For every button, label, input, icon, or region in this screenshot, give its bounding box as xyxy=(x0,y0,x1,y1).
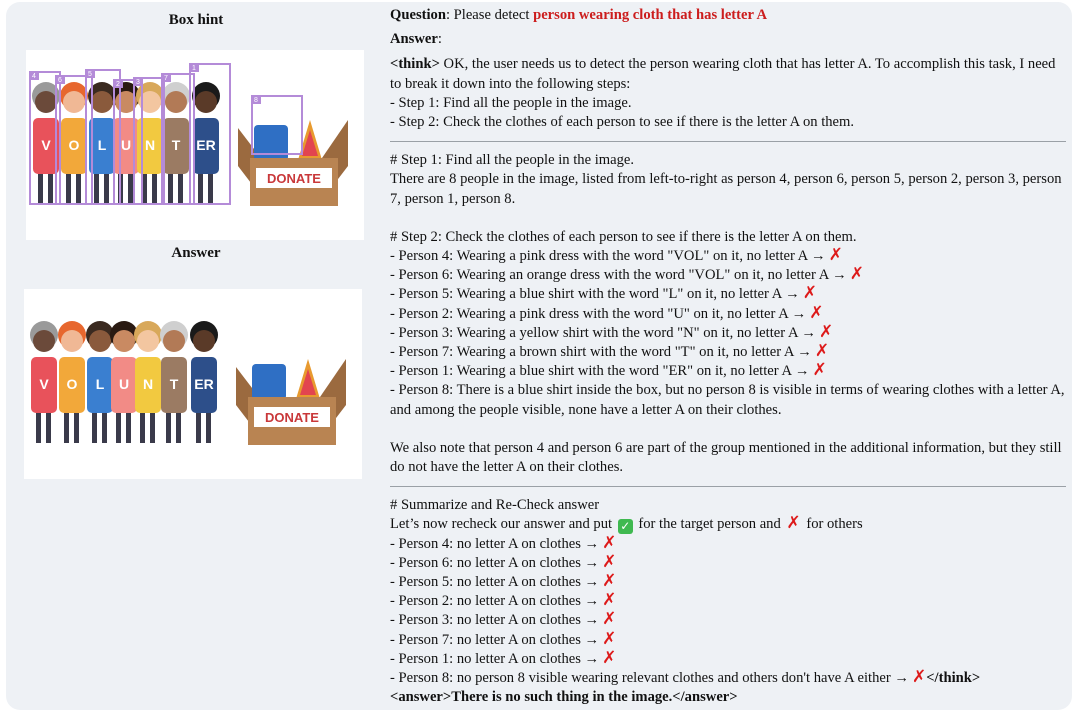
person-figure xyxy=(58,321,86,443)
shirt-letter: V xyxy=(39,376,49,392)
box-id-label: 5 xyxy=(88,71,92,78)
summary-item: - Person 1: no letter A on clothes → ✗ xyxy=(390,647,617,668)
step2-item: - Person 4: Wearing a pink dress with the word "VOL" on it, no letter A → ✗ xyxy=(390,245,843,266)
divider xyxy=(390,141,1066,142)
box-id-label: 7 xyxy=(164,75,168,82)
shirt-letter: L xyxy=(95,376,105,392)
answer-image xyxy=(24,289,362,479)
person-head xyxy=(35,91,57,113)
step1-text: There are 8 people in the image, listed from left-to-right as person 4, person 6, person 5, person 2, person 3, person 7, person 1, person 8. xyxy=(390,171,1062,207)
person-head xyxy=(163,330,185,352)
shirt-letter: ER xyxy=(194,376,214,392)
divider xyxy=(390,486,1066,487)
summary-item: - Person 4: no letter A on clothes → ✗ xyxy=(390,532,617,553)
summary-person8: - Person 8: no person 8 visible wearing relevant clothes and others don't have A either → ✗</think> xyxy=(390,667,981,688)
person-head xyxy=(193,330,215,352)
blue-shirt-in-box xyxy=(252,364,286,400)
summary-item: - Person 3: no letter A on clothes → ✗ xyxy=(390,609,617,630)
person-figure xyxy=(162,82,190,204)
person-figure xyxy=(134,321,162,443)
final-answer: <answer>There is no such thing in the image.</answer> xyxy=(390,689,738,706)
summary-item: - Person 2: no letter A on clothes → ✗ xyxy=(390,590,617,611)
check-icon: ✓ xyxy=(618,519,633,534)
think-open-tag: <think> xyxy=(390,56,440,73)
shirt-letter: V xyxy=(41,137,51,153)
donate-text: DONATE xyxy=(267,171,321,186)
box-id-label: 6 xyxy=(58,77,62,84)
cross-icon: ✗ xyxy=(602,551,617,572)
person-head xyxy=(137,330,159,352)
cross-icon: ✗ xyxy=(786,513,801,534)
step1-title: # Step 1: Find all the people in the image. xyxy=(390,152,634,169)
person-head xyxy=(91,91,113,113)
step2-person8: - Person 8: There is a blue shirt inside the box, but no person 8 is visible in terms of wearing clothes with a letter A, and among the people visible, none have a letter A on their clothes. xyxy=(390,382,1065,418)
person-head xyxy=(63,91,85,113)
cross-icon: ✗ xyxy=(802,283,817,304)
summary-item: - Person 6: no letter A on clothes → ✗ xyxy=(390,551,617,572)
step2-item: - Person 7: Wearing a brown shirt with the word "T" on it, no letter A → ✗ xyxy=(390,341,830,362)
cross-icon: ✗ xyxy=(602,647,617,668)
cross-icon: ✗ xyxy=(602,532,617,553)
step2-title: # Step 2: Check the clothes of each person to see if there is the letter A on them. xyxy=(390,228,857,245)
donate-text: DONATE xyxy=(265,410,319,425)
box-id-label: 2 xyxy=(116,81,120,88)
think-close-tag: </think> xyxy=(926,670,981,687)
think-intro-text: OK, the user needs us to detect the person wearing cloth that has letter A. To accomplish this task, I need to break it down into the following steps: xyxy=(390,56,1056,92)
donate-box xyxy=(236,359,346,445)
answer-label: Answer xyxy=(390,31,438,48)
shirt-letter: T xyxy=(171,137,181,153)
shirt-letter: L xyxy=(97,137,107,153)
shirt-letter: N xyxy=(142,376,154,392)
step2-item: - Person 3: Wearing a yellow shirt with the word "N" on it, no letter A → ✗ xyxy=(390,321,834,342)
cross-icon: ✗ xyxy=(818,321,834,342)
person-head xyxy=(113,330,135,352)
shirt-letter: U xyxy=(118,376,130,392)
person-figure xyxy=(110,321,138,443)
box-hint-title: Box hint xyxy=(168,12,224,28)
think-intro xyxy=(390,55,1066,93)
person-head xyxy=(61,330,83,352)
person-figure xyxy=(112,82,140,204)
donate-box xyxy=(238,120,348,206)
cross-icon: ✗ xyxy=(602,628,617,649)
cross-icon: ✗ xyxy=(809,302,824,323)
shirt-letter: O xyxy=(68,137,80,153)
box-hint-image xyxy=(26,50,364,240)
question-text: person wearing cloth that has letter A xyxy=(533,7,768,23)
person-figure xyxy=(60,82,88,204)
step2-item: - Person 1: Wearing a blue shirt with the word "ER" on it, no letter A → ✗ xyxy=(390,360,827,381)
summary-item: - Person 7: no letter A on clothes → ✗ xyxy=(390,628,617,649)
person-figure xyxy=(160,321,188,443)
answer-colon: : xyxy=(437,31,442,48)
cross-icon: ✗ xyxy=(602,609,617,630)
box-id-label: 4 xyxy=(32,73,36,80)
question-prefix: : Please detect xyxy=(445,7,534,23)
person-head xyxy=(165,91,187,113)
cross-icon: ✗ xyxy=(602,590,617,611)
cross-icon: ✗ xyxy=(814,341,830,362)
person-head xyxy=(195,91,217,113)
summary-title: # Summarize and Re-Check answer xyxy=(390,497,600,514)
box-id-label: 1 xyxy=(192,65,196,72)
cross-icon: ✗ xyxy=(849,264,864,285)
shirt-letter: ER xyxy=(196,137,216,153)
recheck-line: Let’s now recheck our answer and put ✓ for the target person and ✗ for others xyxy=(390,513,863,534)
person-figure xyxy=(30,321,58,443)
shirt-letter: U xyxy=(120,137,132,153)
shirt-letter: T xyxy=(169,376,179,392)
person-head xyxy=(89,330,111,352)
step-list-item: - Step 2: Check the clothes of each person to see if there is the letter A on them. xyxy=(390,114,855,131)
step2-item: - Person 6: Wearing an orange dress with the word "VOL" on it, no letter A → ✗ xyxy=(390,264,864,285)
answer-image-title: Answer xyxy=(171,245,221,261)
box-id-label: 8 xyxy=(254,97,258,104)
cross-icon: ✗ xyxy=(911,667,927,688)
question-line xyxy=(390,6,1066,25)
note-text: We also note that person 4 and person 6 are part of the group mentioned in the additional information, but they still do not have the letter A on their clothes. xyxy=(390,439,1062,476)
question-label: Question xyxy=(390,7,446,23)
step-list-item: - Step 1: Find all the people in the image. xyxy=(390,94,632,111)
cross-icon: ✗ xyxy=(812,360,827,381)
blue-shirt-in-box xyxy=(254,125,288,161)
person-figure xyxy=(192,82,220,204)
person-figure xyxy=(86,321,114,443)
answer-heading xyxy=(390,30,1066,49)
step2-item: - Person 2: Wearing a pink dress with the word "U" on it, no letter A → ✗ xyxy=(390,302,824,323)
cross-icon: ✗ xyxy=(602,571,617,592)
shirt-letter: O xyxy=(66,376,78,392)
answer-text-panel xyxy=(390,6,1066,708)
box-id-label: 3 xyxy=(136,79,140,86)
person-head xyxy=(33,330,55,352)
shirt-letter: N xyxy=(144,137,156,153)
summary-item: - Person 5: no letter A on clothes → ✗ xyxy=(390,571,617,592)
person-figure xyxy=(190,321,218,443)
step2-item: - Person 5: Wearing a blue shirt with the word "L" on it, no letter A → ✗ xyxy=(390,283,817,304)
person-figure xyxy=(136,82,164,204)
cross-icon: ✗ xyxy=(828,245,843,266)
